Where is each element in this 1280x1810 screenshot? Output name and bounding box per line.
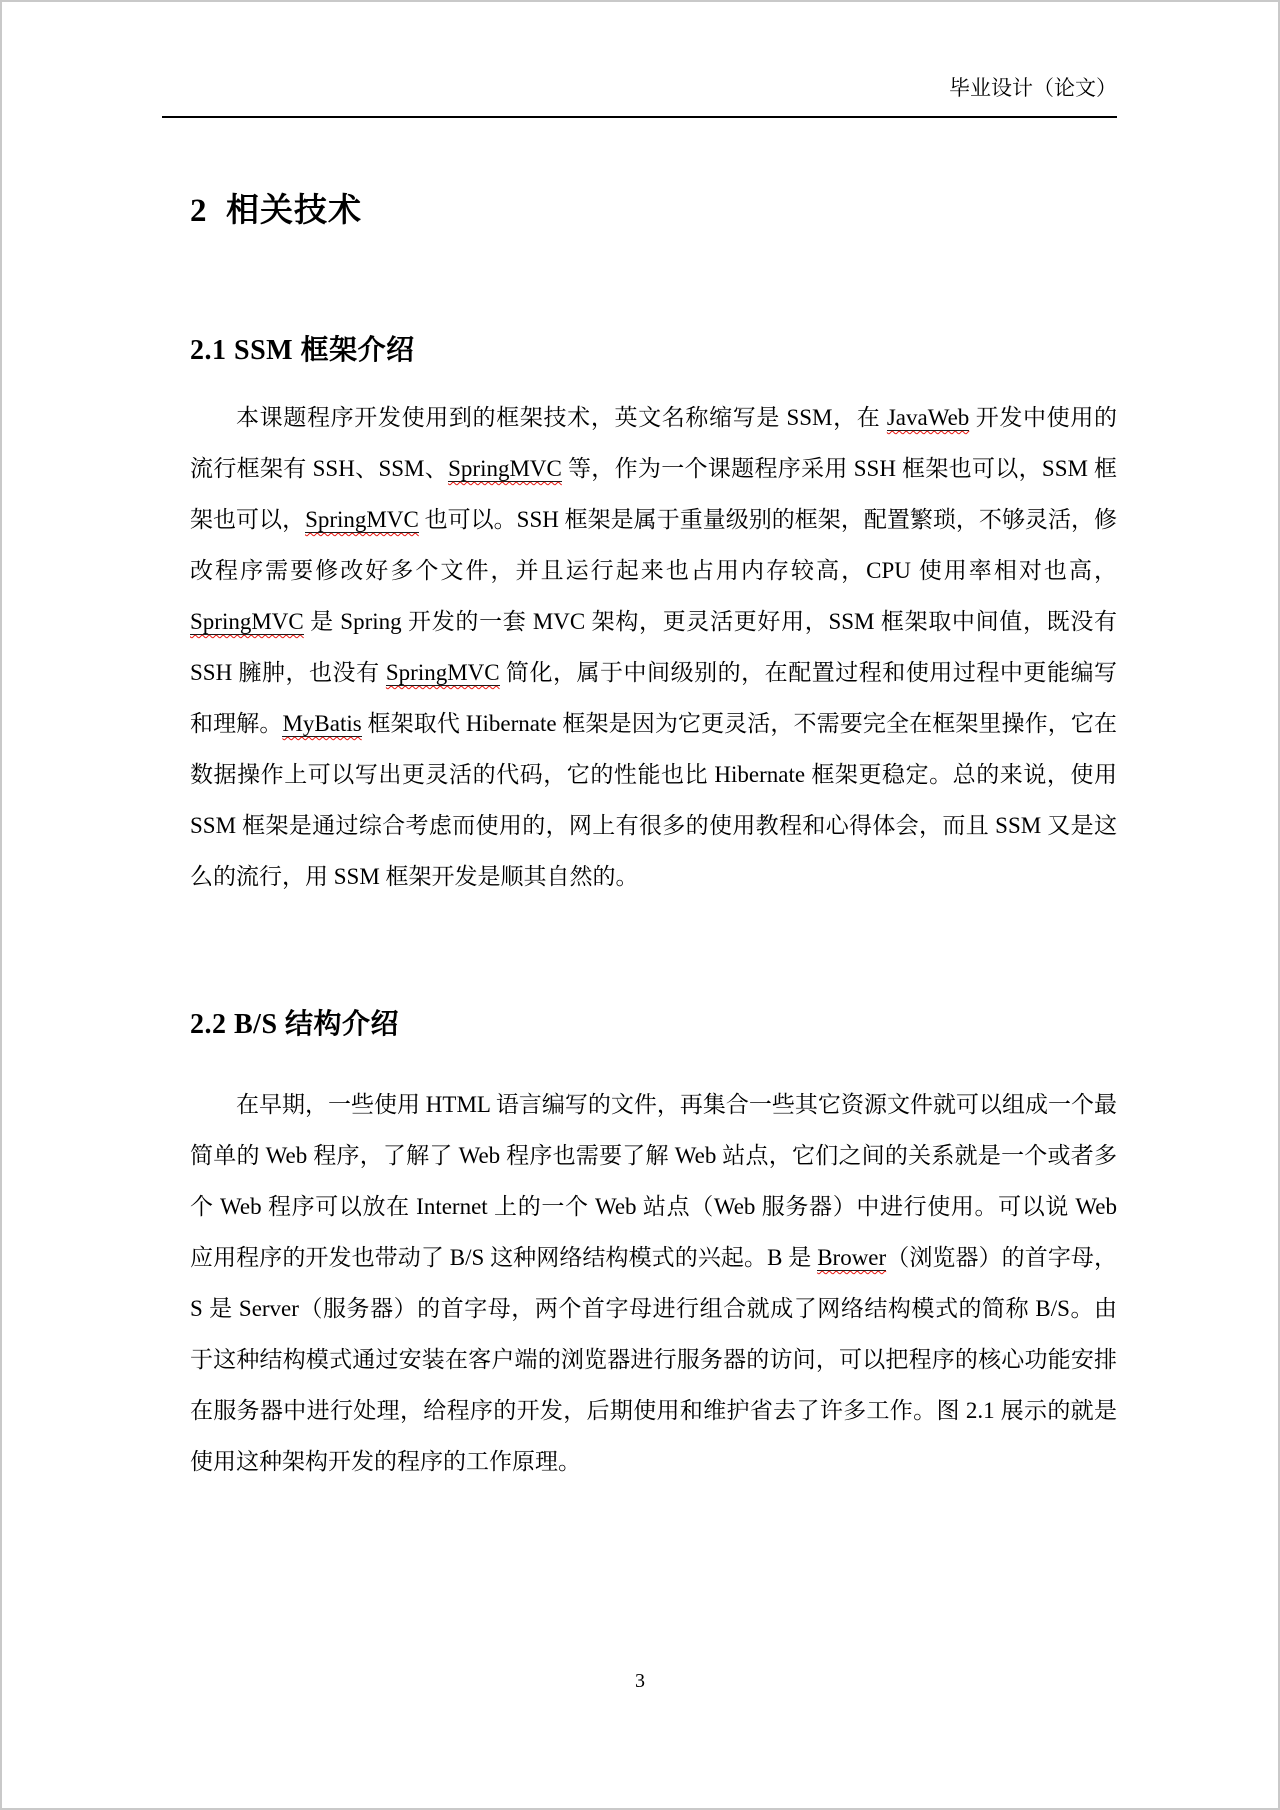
section-2-1-paragraph xyxy=(190,392,1117,902)
flagged-term: JavaWeb xyxy=(886,405,970,430)
text-run: 简化，属于中间级别的，在配置过程和使用过程中更能编写和理解。 xyxy=(190,660,1117,736)
page-header xyxy=(162,74,1117,118)
flagged-term: SpringMVC xyxy=(385,660,500,685)
section-heading-2-1: 2.1 SSM 框架介绍 xyxy=(190,335,415,366)
text-run: 等，作为一个课题程序采用 SSH 框架也可以，SSM 框架也可以， xyxy=(190,456,1117,532)
text-run: 是 Spring 开发的一套 MVC 架构，更灵活更好用，SSM 框架取中间值，既没有 SSH 臃肿，也没有 xyxy=(190,609,1117,685)
flagged-term: Brower xyxy=(817,1245,887,1270)
section-heading-2-2: 2.2 B/S 结构介绍 xyxy=(190,1009,400,1040)
text-run: 在早期，一些使用 HTML 语言编写的文件，再集合一些其它资源文件就可以组成一个最简单的 Web 程序，了解了 Web 程序也需要了解 Web 站点，它们之间的关系就是一个或者多个 Web 程序可以放在 Internet 上的一个 Web 站点（Web 服务器）中进行使用。可以说 Web 应用程序的开发也带动了 B/S 这种网络结构模式的兴起。B 是 xyxy=(190,1092,1117,1270)
text-run: 框架取代 Hibernate 框架是因为它更灵活，不需要完全在框架里操作，它在数据操作上可以写出更灵活的代码，它的性能也比 Hibernate 框架更稳定。总的来说，使用 SSM 框架是通过综合考虑而使用的，网上有很多的使用教程和心得体会，而且 SSM 又是这么的流行，用 SSM 框架开发是顺其自然的。 xyxy=(190,711,1117,889)
page-number: 3 xyxy=(635,1670,645,1692)
text-run: （浏览器）的首字母，S 是 Server（服务器）的首字母，两个首字母进行组合就成了网络结构模式的简称 B/S。由于这种结构模式通过安装在客户端的浏览器进行服务器的访问，可以把程序的核心功能安排在服务器中进行处理，给程序的开发，后期使用和维护省去了许多工作。图 2.1 展示的就是使用这种架构开发的程序的工作原理。 xyxy=(190,1245,1117,1474)
section-2-2-paragraph xyxy=(190,1079,1117,1487)
flagged-term: SpringMVC xyxy=(190,609,304,634)
page-header-title: 毕业设计（论文） xyxy=(949,76,1117,100)
text-run: 也可以。SSH 框架是属于重量级别的框架，配置繁琐，不够灵活，修改程序需要修改好多个文件，并且运行起来也占用内存较高，CPU 使用率相对也高， xyxy=(190,507,1118,583)
text-run: 本课题程序开发使用到的框架技术，英文名称缩写是 SSM，在 xyxy=(236,405,887,430)
text-run: 开发中使用的流行框架有 SSH、SSM、 xyxy=(190,405,1117,481)
flagged-term: SpringMVC xyxy=(305,507,419,532)
flagged-term: SpringMVC xyxy=(448,456,562,481)
chapter-heading: 2 相关技术 xyxy=(190,193,362,229)
flagged-term: MyBatis xyxy=(282,711,362,736)
